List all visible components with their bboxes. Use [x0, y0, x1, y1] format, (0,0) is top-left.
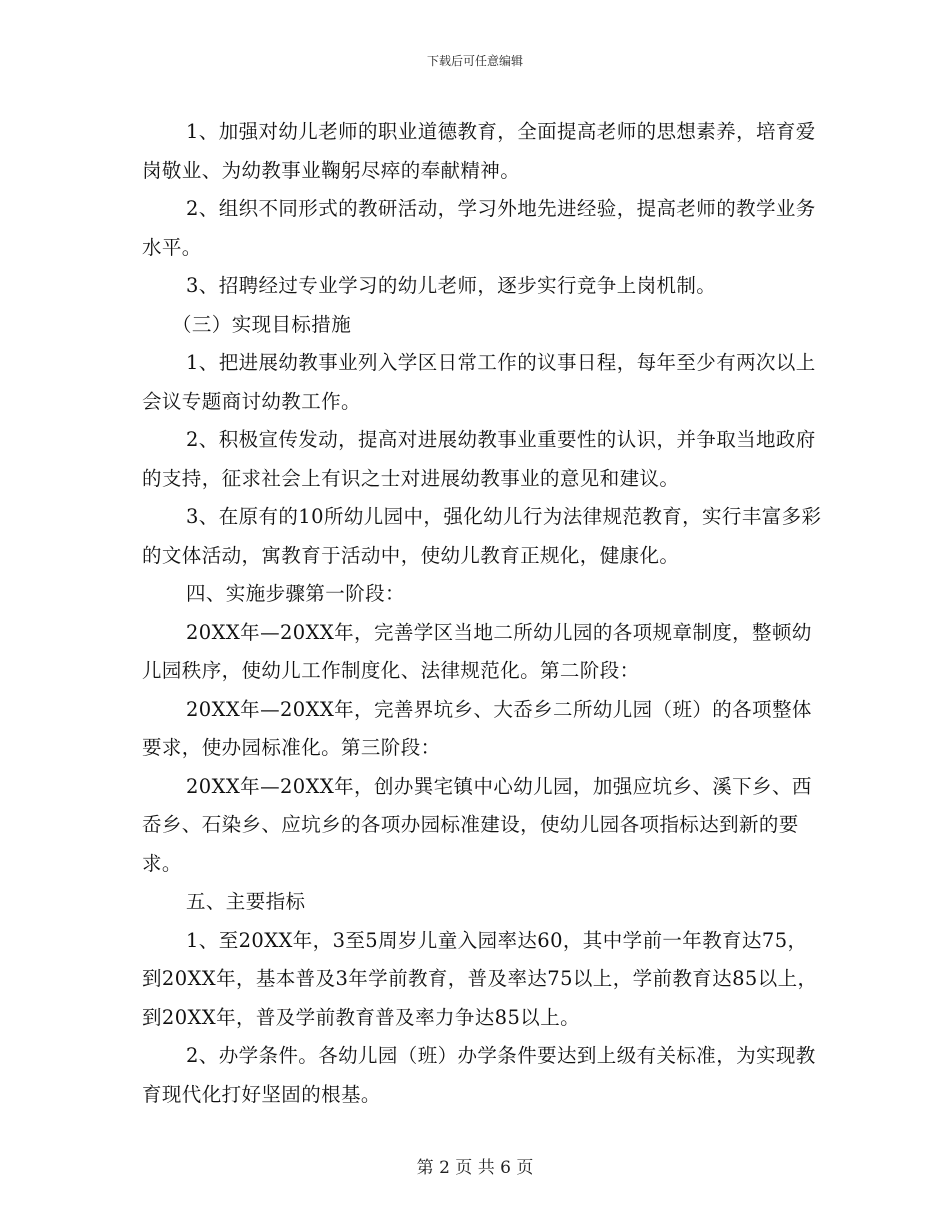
paragraph: 1、至20XX年，3至5周岁儿童入园率达60，其中学前一年教育达75，到20XX年，基本普及3年学前教育，普及率达75以上，学前教育达85以上，到20XX年，普及学前教育普及率力争达85以上。 — [142, 928, 818, 1029]
document-body — [142, 113, 822, 1114]
paragraph: 20XX年—20XX年，完善界坑乡、大岙乡二所幼儿园（班）的各项整体要求，使办园标准化。第三阶段： — [142, 697, 812, 759]
page-number-footer: 第 2 页 共 6 页 — [416, 1158, 534, 1178]
section-heading: 四、实施步骤第一阶段： — [186, 582, 405, 605]
paragraph: 1、加强对幼儿老师的职业道德教育，全面提高老师的思想素养，培育爱岗敬业、为幼教事业鞠躬尽瘁的奉献精神。 — [142, 120, 816, 182]
paragraph: 20XX年—20XX年，创办巽宅镇中心幼儿园，加强应坑乡、溪下乡、西岙乡、石染乡、应坑乡的各项办园标准建设，使幼儿园各项指标达到新的要求。 — [142, 774, 812, 875]
paragraph: 2、积极宣传发动，提高对进展幼教事业重要性的认识，并争取当地政府的支持，征求社会上有识之士对进展幼教事业的意见和建议。 — [142, 428, 816, 490]
paragraph: 3、在原有的10所幼儿园中，强化幼儿行为法律规范教育，实行丰富多彩的文体活动，寓教育于活动中，使幼儿教育正规化，健康化。 — [142, 505, 822, 567]
paragraph: 20XX年—20XX年，完善学区当地二所幼儿园的各项规章制度，整顿幼儿园秩序，使幼儿工作制度化、法律规范化。第二阶段： — [142, 620, 812, 682]
section-heading: （三）实现目标措施 — [172, 312, 352, 336]
paragraph: 2、组织不同形式的教研活动，学习外地先进经验，提高老师的教学业务水平。 — [142, 197, 816, 259]
paragraph: 2、办学条件。各幼儿园（班）办学条件要达到上级有关标准，为实现教育现代化打好坚固的根基。 — [142, 1044, 816, 1106]
paragraph: 3、招聘经过专业学习的幼儿老师，逐步实行竞争上岗机制。 — [186, 274, 717, 297]
section-heading: 五、主要指标 — [186, 890, 306, 913]
paragraph: 1、把进展幼教事业列入学区日常工作的议事日程，每年至少有两次以上会议专题商讨幼教工作。 — [142, 351, 816, 413]
page-header: 下载后可任意编辑 — [426, 54, 523, 68]
